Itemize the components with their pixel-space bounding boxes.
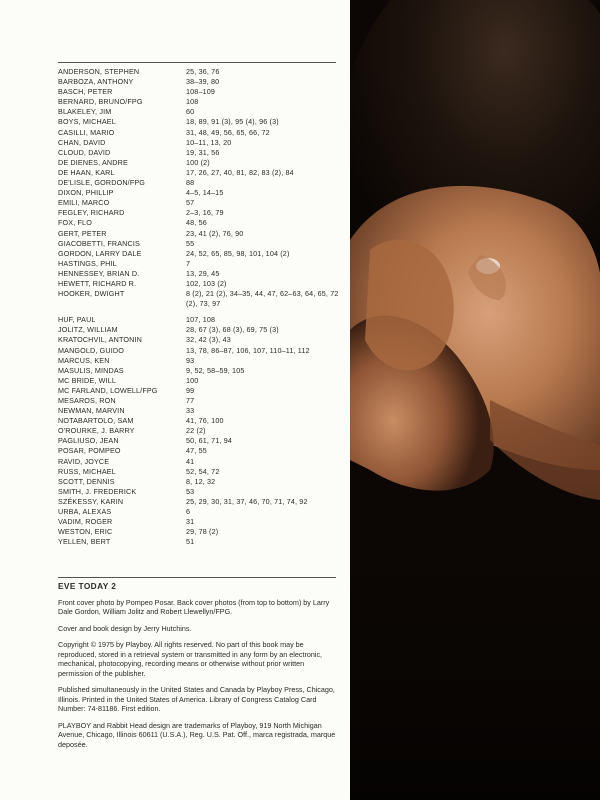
photographer-name: DE'LISLE, GORDON/FPG <box>58 178 146 188</box>
photographer-name: EMILI, MARCO <box>58 198 110 208</box>
credit-row <box>58 325 343 335</box>
page-numbers: 107, 108 <box>186 315 216 325</box>
photographer-name: GIACOBETTI, FRANCIS <box>58 238 140 248</box>
credit-row <box>58 128 343 138</box>
page-numbers: 25, 36, 76 <box>186 67 220 76</box>
page-numbers: 7 <box>186 258 191 268</box>
credit-row <box>58 107 343 117</box>
credit-row <box>58 198 343 208</box>
credit-row <box>58 487 343 497</box>
credit-row <box>58 517 343 527</box>
photographer-name: VADIM, ROGER <box>58 517 113 527</box>
page-numbers: 88 <box>186 178 195 188</box>
photographer-name: HEWETT, RICHARD R. <box>58 278 137 288</box>
photographer-name: MESAROS, RON <box>58 396 116 405</box>
page-numbers: 18, 89, 91 (3), 95 (4), 96 (3) <box>186 117 279 127</box>
page-numbers: 28, 67 (3), 68 (3), 69, 75 (3) <box>186 325 279 335</box>
page-numbers: 32, 42 (3), 43 <box>186 335 231 345</box>
credit-row <box>58 335 343 345</box>
credit-row <box>58 158 343 168</box>
photographer-name: ANDERSON, STEPHEN <box>58 67 140 76</box>
page-numbers: 31 <box>186 517 195 527</box>
publication-info: Published simultaneously in the United States and Canada by Playboy Press, Chicago, Illinois. Printed in the United States of America. Library of Congress Catalog Card Number: 74-81186. First edition. <box>58 685 335 713</box>
page-numbers: 108–109 <box>186 87 216 97</box>
credit-row <box>58 239 343 249</box>
photographer-name: MARCUS, KEN <box>58 355 110 365</box>
page-numbers: 99 <box>186 385 195 395</box>
book-title: EVE TODAY 2 <box>58 581 117 591</box>
photographer-name: HUF, PAUL <box>58 315 96 325</box>
page-numbers: 33 <box>186 406 195 416</box>
page-numbers: 17, 26, 27, 40, 81, 82, 83 (2), 84 <box>186 167 294 177</box>
colophon <box>58 582 340 756</box>
credit-row <box>58 218 343 228</box>
page-numbers: 2–3, 16, 79 <box>186 208 224 218</box>
photographer-name: CHAN, DAVID <box>58 137 106 147</box>
credit-row <box>58 315 343 325</box>
photographer-name: NOTABARTOLO, SAM <box>58 416 134 426</box>
photographer-name: POSAR, POMPEO <box>58 446 121 456</box>
credit-row <box>58 497 343 507</box>
photographer-name: WESTON, ERIC <box>58 527 113 537</box>
credit-row <box>58 67 343 77</box>
copyright-notice: Copyright © 1975 by Playboy. All rights reserved. No part of this book may be reproduced, stored in a retrieval system or transmitted in any form by an electronic, mechanical, photocopying, recording means or otherwise without prior written permission of the publisher. <box>58 640 323 678</box>
credit-row <box>58 148 343 158</box>
photographer-name: FEGLEY, RICHARD <box>58 208 125 218</box>
credit-row <box>58 208 343 218</box>
photographer-name: BLAKELEY, JIM <box>58 107 112 117</box>
photographer-name: HASTINGS, PHIL <box>58 258 117 268</box>
photographer-name: URBA, ALEXAS <box>58 507 112 517</box>
credit-row <box>58 279 343 289</box>
credit-row <box>58 507 343 517</box>
credit-row <box>58 249 343 259</box>
credit-row <box>58 446 343 456</box>
nude-photo-illustration <box>350 0 600 800</box>
photographer-name: MC BRIDE, WILL <box>58 375 117 385</box>
credit-row <box>58 426 343 436</box>
page-numbers: 52, 54, 72 <box>186 466 220 476</box>
page-numbers: 8 (2), 21 (2), 34–35, 44, 47, 62–63, 64, 65, 72 (2), 73, 97 <box>186 289 339 309</box>
page-numbers: 23, 41 (2), 76, 90 <box>186 228 244 238</box>
page-numbers: 50, 61, 71, 94 <box>186 436 233 446</box>
credit-row <box>58 386 343 396</box>
page-numbers: 9, 52, 58–59, 105 <box>186 365 245 375</box>
credit-row <box>58 527 343 537</box>
page-numbers: 48, 56 <box>186 218 207 228</box>
credit-row <box>58 346 343 356</box>
credit-row <box>58 178 343 188</box>
section-rule <box>58 577 336 578</box>
page-numbers: 108 <box>186 97 199 107</box>
photographer-name: GORDON, LARRY DALE <box>58 248 142 258</box>
page-numbers: 93 <box>186 355 195 365</box>
credit-row <box>58 477 343 487</box>
page-numbers: 77 <box>186 396 195 405</box>
credit-row <box>58 259 343 269</box>
credit-row <box>58 366 343 376</box>
photographer-name: BERNARD, BRUNO/FPG <box>58 97 143 107</box>
photographer-name: CLOUD, DAVID <box>58 147 111 157</box>
photographer-name: JOLITZ, WILLIAM <box>58 325 118 335</box>
photographer-name: SZÉKESSY, KARIN <box>58 496 124 506</box>
photographer-name: BASCH, PETER <box>58 87 113 97</box>
page-numbers: 51 <box>186 537 195 547</box>
cover-photo <box>350 0 600 800</box>
photographer-name: MC FARLAND, LOWELL/FPG <box>58 385 158 395</box>
credit-row <box>58 77 343 87</box>
page-numbers: 10–11, 13, 20 <box>186 137 232 147</box>
credit-row <box>58 537 343 547</box>
page-numbers: 29, 78 (2) <box>186 527 219 537</box>
page-numbers: 100 <box>186 375 199 385</box>
page-numbers: 13, 29, 45 <box>186 268 220 278</box>
page-numbers: 25, 29, 30, 31, 37, 46, 70, 71, 74, 92 <box>186 496 308 506</box>
photographer-name: PAGLIUSO, JEAN <box>58 436 119 446</box>
credit-row <box>58 376 343 386</box>
photographer-name: GERT, PETER <box>58 228 107 238</box>
trademark-notice: PLAYBOY and Rabbit Head design are trademarks of Playboy, 919 North Michigan Avenue, Chicago, Illinois 60611 (U.S.A.), Reg. U.S. Pat. Off., marca registrada, marque deposée. <box>58 720 336 749</box>
photographer-name: DE DIENES, ANDRE <box>58 157 128 167</box>
credit-row <box>58 269 343 279</box>
page-numbers: 6 <box>186 507 191 517</box>
photographer-name: RAVID, JOYCE <box>58 456 110 466</box>
credit-row <box>58 168 343 178</box>
photographer-name: DE HAAN, KARL <box>58 167 115 177</box>
page-numbers: 41 <box>186 456 195 466</box>
photographer-name: KRATOCHVIL, ANTONIN <box>58 335 142 345</box>
photographer-name: O'ROURKE, J. BARRY <box>58 426 135 436</box>
photographer-name: BOYS, MICHAEL <box>58 117 116 127</box>
photographer-name: SMITH, J. FREDERICK <box>58 486 137 496</box>
photographer-name: MASULIS, MINDAS <box>58 365 124 375</box>
photographer-name: FOX, FLO <box>58 218 92 228</box>
credit-row <box>58 457 343 467</box>
page-numbers: 47, 55 <box>186 446 207 456</box>
credit-row <box>58 436 343 446</box>
page-numbers: 38–39, 80 <box>186 77 220 87</box>
credit-row <box>58 356 343 366</box>
photographer-name: HENNESSEY, BRIAN D. <box>58 268 140 278</box>
credit-row <box>58 396 343 406</box>
photographer-name: BARBOZA, ANTHONY <box>58 77 134 87</box>
page-numbers: 55 <box>186 238 195 248</box>
credit-row <box>58 138 343 148</box>
page-numbers: 102, 103 (2) <box>186 278 227 288</box>
credit-row <box>58 87 343 97</box>
page-numbers: 22 (2) <box>186 426 206 436</box>
page-numbers: 24, 52, 65, 85, 98, 101, 104 (2) <box>186 248 290 258</box>
photographer-name: YELLEN, BERT <box>58 537 111 547</box>
photographer-name: MANGOLD, GUIDO <box>58 345 124 355</box>
credit-row <box>58 229 343 239</box>
page-numbers: 31, 48, 49, 56, 65, 66, 72 <box>186 127 270 137</box>
page-numbers: 13, 78, 86–87, 106, 107, 110–11, 112 <box>186 345 310 355</box>
design-credit: Cover and book design by Jerry Hutchins. <box>58 623 192 633</box>
credit-row <box>58 188 343 198</box>
page-numbers: 41, 76, 100 <box>186 416 224 426</box>
photographer-name: SCOTT, DENNIS <box>58 476 115 486</box>
credit-row <box>58 117 343 127</box>
page-numbers: 19, 31, 56 <box>186 147 220 157</box>
page-numbers: 60 <box>186 107 195 117</box>
photo-credits-list <box>58 67 343 547</box>
credit-row <box>58 467 343 477</box>
page-numbers: 4–5, 14–15 <box>186 188 224 198</box>
page-numbers: 53 <box>186 486 195 496</box>
photographer-name: NEWMAN, MARVIN <box>58 406 125 416</box>
photographer-name: RUSS, MICHAEL <box>58 466 116 476</box>
credit-row <box>58 289 343 309</box>
page-numbers: 100 (2) <box>186 157 210 167</box>
top-rule <box>58 62 336 63</box>
credit-row <box>58 97 343 107</box>
page-numbers: 8, 12, 32 <box>186 476 216 486</box>
cover-credit: Front cover photo by Pompeo Posar. Back cover photos (from top to bottom) by Larry Dale Gordon, William Jolitz and Robert Llewellyn/FPG. <box>58 597 330 616</box>
photographer-name: CASILLI, MARIO <box>58 127 115 137</box>
photographer-name: DIXON, PHILLIP <box>58 188 114 198</box>
credit-row <box>58 406 343 416</box>
photographer-name: HOOKER, DWIGHT <box>58 289 125 299</box>
credit-row <box>58 416 343 426</box>
page-numbers: 57 <box>186 198 195 208</box>
